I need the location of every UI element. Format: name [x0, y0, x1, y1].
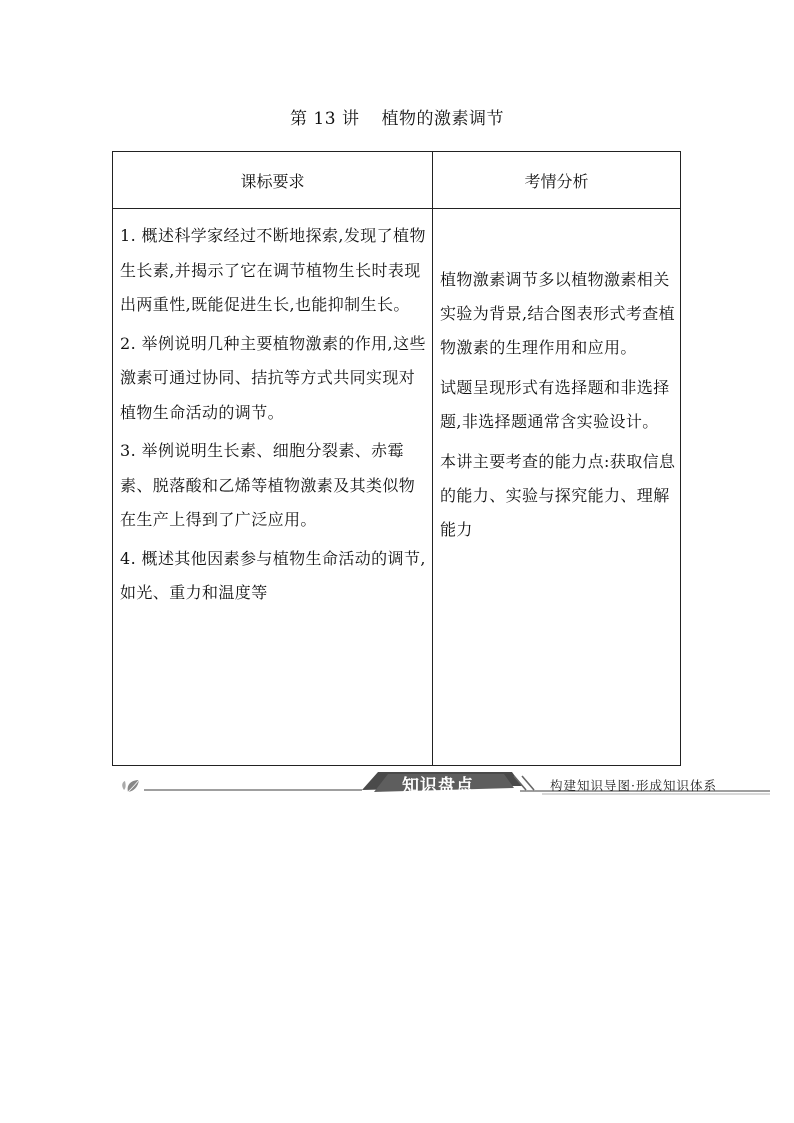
- requirement-item: 2. 举例说明几种主要植物激素的作用,这些激素可通过协同、拮抗等方式共同实现对植物生命活动的调节。: [120, 333, 426, 422]
- analysis-item: 植物激素调节多以植物激素相关实验为背景,结合图表形式考查植物激素的生理作用和应用。: [440, 270, 676, 357]
- analysis-item: 本讲主要考查的能力点:获取信息的能力、实验与探究能力、理解能力: [440, 452, 676, 539]
- requirement-item: 4. 概述其他因素参与植物生命活动的调节,如光、重力和温度等: [120, 548, 426, 602]
- header-curriculum-requirements: 课标要求: [113, 152, 433, 209]
- requirements-cell: [113, 209, 433, 766]
- requirements-table: [112, 151, 681, 766]
- banner-title: 知识盘点: [402, 776, 474, 796]
- page-title: [0, 104, 794, 129]
- requirement-item: 3. 举例说明生长素、细胞分裂素、赤霉素、脱落酸和乙烯等植物激素及其类似物在生产上得到了广泛应用。: [120, 441, 416, 529]
- banner-subtitle: 构建知识导图·形成知识体系: [550, 778, 717, 793]
- analysis-cell: [433, 209, 681, 766]
- table-row: [113, 209, 681, 766]
- header-exam-analysis: 考情分析: [433, 152, 681, 209]
- leaf-icon: [122, 780, 139, 792]
- requirement-item: 1. 概述科学家经过不断地探索,发现了植物生长素,并揭示了它在调节植物生长时表现出两重性,既能促进生长,也能抑制生长。: [120, 226, 426, 314]
- lecture-topic: 植物的激素调节: [381, 109, 504, 129]
- section-banner: [112, 770, 772, 800]
- lecture-number: 第 13 讲: [290, 109, 360, 129]
- table-header-row: [113, 152, 681, 209]
- analysis-item: 试题呈现形式有选择题和非选择题,非选择题通常含实验设计。: [440, 378, 670, 431]
